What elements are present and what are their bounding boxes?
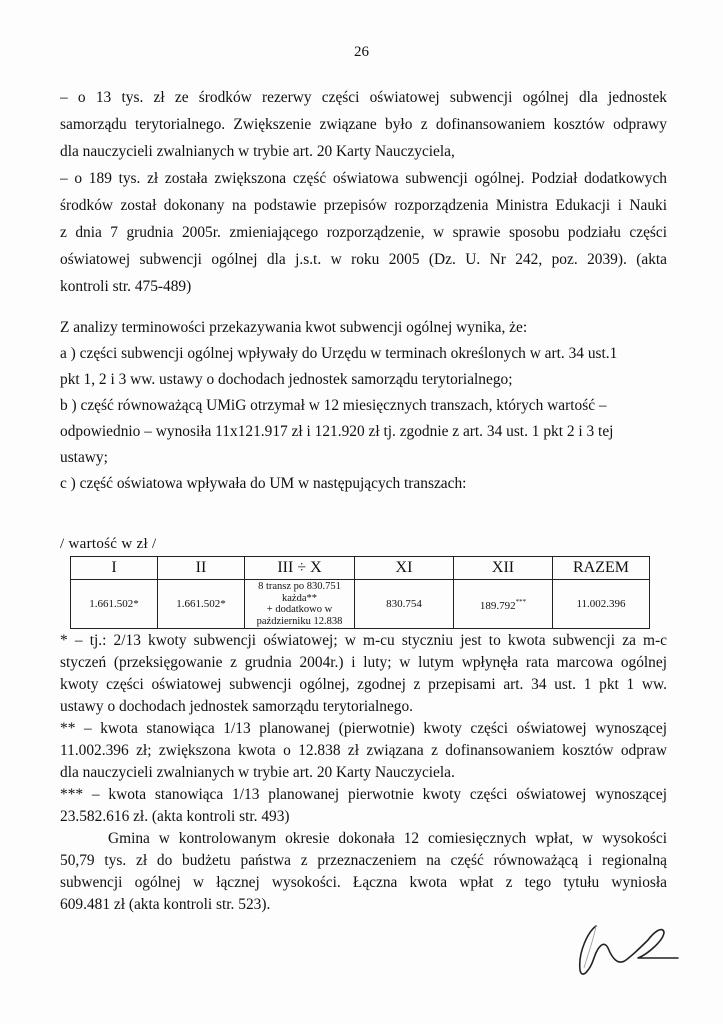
column-header: I xyxy=(71,557,158,580)
text-line: z dnia 7 grudnia 2005r. zmieniającego rozporządzenie, w sprawie sposobu podziału części xyxy=(60,224,667,241)
footnote-marker: *** xyxy=(515,598,527,606)
text-line: Gmina w kontrolowanym okresie dokonała 12 comiesięcznych wpłat, w wysokości xyxy=(108,830,667,847)
footnotes xyxy=(60,630,667,828)
paragraph-subsidy-increases xyxy=(60,84,667,300)
footnote-line: ** – kwota stanowiąca 1/13 planowanej (pierwotnie) kwoty części oświatowej wynoszącej xyxy=(60,720,667,737)
text-line: kontroli str. 475-489) xyxy=(60,278,192,295)
column-header: RAZEM xyxy=(553,557,650,580)
list-item-b-cont: ustawy; xyxy=(60,449,108,466)
table-cell: 1.661.502* xyxy=(158,580,245,629)
footnote-line: dla nauczycieli zwalnianych w trybie art. 20 Karty Nauczyciela. xyxy=(60,764,455,781)
text-line: – o 189 tys. zł została zwiększona część oświatowa subwencji ogólnej. Podział dodatkowych xyxy=(60,170,667,187)
footnote-line: 23.582.616 zł. (akta kontroli str. 493) xyxy=(60,808,290,825)
cell-line: każda** xyxy=(282,592,317,604)
text-line: 50,79 tys. zł do budżetu państwa z przeznaczeniem na część równoważącą i regionalną xyxy=(60,852,667,869)
list-item-c: c ) część oświatowa wpływała do UM w następujących transzach: xyxy=(60,475,467,492)
footnote-line: 11.002.396 zł; zwiększona kwota o 12.838 zł związana z dofinansowaniem kosztów odpraw xyxy=(60,742,667,759)
cell-line: 8 transz po 830.751 xyxy=(258,581,341,592)
footnote-line: * – tj.: 2/13 kwoty subwencji oświatowej; w m-cu styczniu jest to kwota subwencji za m-c xyxy=(60,632,667,649)
section-intro: Z analizy terminowości przekazywania kwot subwencji ogólnej wynika, że: xyxy=(60,319,528,336)
table-header-row xyxy=(71,557,650,580)
table-cell: 830.754 xyxy=(355,580,454,629)
text-line: – o 13 tys. zł ze środków rezerwy części oświatowej subwencji ogólnej dla jednostek xyxy=(60,89,667,106)
footnote-line: ustawy o dochodach jednostek samorządu terytorialnego. xyxy=(60,698,414,715)
text-line: środków został dokonany na podstawie przepisów rozporządzenia Ministra Edukacji i Nauki xyxy=(60,197,667,214)
text-line: 609.481 zł (akta kontroli str. 523). xyxy=(60,896,271,913)
list-item-b: b ) część równoważącą UMiG otrzymał w 12 miesięcznych transzach, których wartość – xyxy=(60,397,607,414)
tranches-table xyxy=(70,556,650,629)
column-header: III ÷ X xyxy=(245,557,355,580)
list-item-a-cont: pkt 1, 2 i 3 ww. ustawy o dochodach jednostek samorządu terytorialnego; xyxy=(60,371,513,388)
signature-icon xyxy=(560,918,690,988)
footnote-line: kwoty części oświatowej subwencji ogólnej, zgodnej z przepisami art. 34 ust. 1 pkt 1 ww. xyxy=(60,676,667,693)
paragraph-timeliness-analysis xyxy=(60,315,667,497)
list-item-b-cont: odpowiednio – wynosiła 11x121.917 zł i 121.920 zł tj. zgodnie z art. 34 ust. 1 pkt 2 i 3 tej xyxy=(60,423,614,440)
table-cell xyxy=(245,580,355,629)
table-cell: 1.661.502* xyxy=(71,580,158,629)
list-item-a: a ) części subwencji ogólnej wpływały do Urzędu w terminach określonych w art. 34 ust.1 xyxy=(60,345,618,362)
table-cell xyxy=(454,580,553,629)
text-line: dla nauczycieli zwalnianych w trybie art. 20 Karty Nauczyciela, xyxy=(60,143,455,160)
text-line: subwencji ogólnej w łącznej wysokości. Łączna kwota wpłat z tego tytułu wyniosła xyxy=(60,874,667,891)
column-header: XI xyxy=(355,557,454,580)
column-header: II xyxy=(158,557,245,580)
paragraph-payments xyxy=(60,828,667,916)
text-line: samorządu terytorialnego. Zwiększenie związane było z dofinansowaniem kosztów odprawy xyxy=(60,116,667,133)
cell-value: 189.792 xyxy=(479,600,516,612)
footnote-line: *** – kwota stanowiąca 1/13 planowanej pierwotnie kwoty części oświatowej wynoszącej xyxy=(60,786,667,803)
cell-line: październiku 12.838 xyxy=(256,615,343,627)
table-row xyxy=(71,580,650,629)
table-cell: 11.002.396 xyxy=(553,580,650,629)
footnote-line: styczeń (przeksięgowanie z grudnia 2004r.) i luty; w lutym wpłynęła rata marcowa ogólnej xyxy=(60,654,667,671)
cell-line: + dodatkowo w xyxy=(266,604,333,615)
text-line: oświatowej subwencji ogólnej dla j.s.t. w roku 2005 (Dz. U. Nr 242, poz. 2039). (akta xyxy=(60,251,667,268)
table-unit-label: / wartość w zł / xyxy=(60,536,157,552)
page-number: 26 xyxy=(354,44,369,60)
column-header: XII xyxy=(454,557,553,580)
